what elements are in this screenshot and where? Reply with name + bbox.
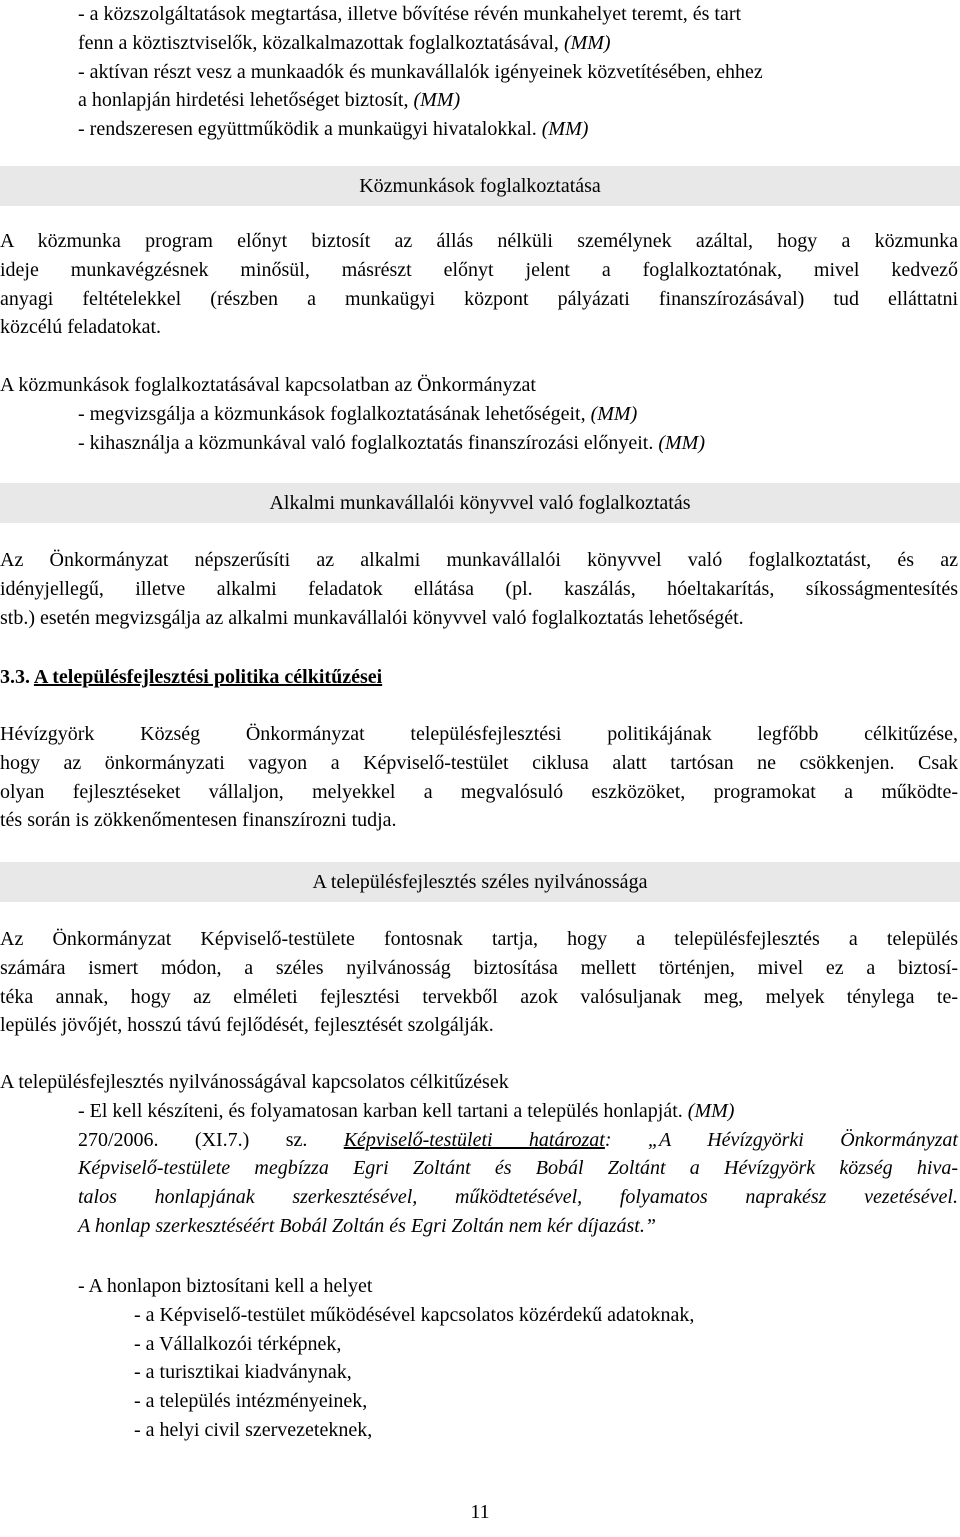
text-line: A honlap szerkesztéséért Bobál Zoltán és Egri Zoltán nem kér díjazást.”	[78, 1214, 656, 1237]
text-line: A közmunkások foglalkoztatásával kapcsolatban az Önkormányzat	[0, 374, 536, 396]
s3-paragraph	[0, 720, 958, 835]
s4-honlap-list	[0, 1272, 958, 1445]
intro-line: - a közszolgáltatások megtartása, illetve bővítése révén munkahelyet teremt, és tart	[78, 3, 742, 25]
text-line: közcélú feladatokat.	[0, 316, 162, 339]
intro-line: - rendszeresen együttműködik a munkaügyi hivatalokkal. (MM)	[78, 118, 589, 141]
resolution-quote	[0, 1126, 958, 1241]
text-line: anyagi feltételekkel (részben a munkaügyi központ pályázati finanszírozásával) tud elláttatni	[0, 287, 958, 310]
s2-paragraph	[0, 546, 958, 632]
intro-line: fenn a köztisztviselők, közalkalmazottak foglalkoztatásával, (MM)	[78, 31, 611, 54]
text-line: Hévízgyörk Község Önkormányzat településfejlesztési politikájának legfőbb célkitűzése,	[0, 723, 958, 745]
list-item: - a település intézményeinek,	[134, 1390, 368, 1413]
text-line: hogy az önkormányzati vagyon a Képviselő-testület ciklusa alatt tartósan ne csökkenjen. Csak	[0, 751, 958, 774]
list-item: - a helyi civil szervezeteknek,	[134, 1418, 373, 1441]
section-heading-nyilvanossag: A településfejlesztés széles nyilvánossága	[0, 862, 960, 902]
list-item: - a Vállalkozói térképnek,	[134, 1332, 342, 1355]
list-item: - kihasználja a közmunkával való foglalkoztatás finanszírozási előnyeit. (MM)	[78, 431, 705, 454]
text-line: 270/2006. (XI.7.) sz. Képviselő-testületi határozat: „A Hévízgyörki Önkormányzat	[78, 1128, 958, 1151]
text-line: lepülés jövőjét, hosszú távú fejlődését, fejlesztését szolgálják.	[0, 1014, 494, 1037]
text-line: számára ismert módon, a széles nyilvánosság biztosítása mellett történjen, mivel ez a biztosí-	[0, 956, 958, 979]
text-line: ideje munkavégzésnek minősül, másrészt előnyt jelent a foglalkoztatónak, mivel kedvező	[0, 258, 958, 281]
s1-paragraph	[0, 227, 958, 342]
intro-line: - aktívan részt vesz a munkaadók és munkavállalók igényeinek közvetítésében, ehhez	[78, 60, 763, 83]
page-number: 11	[470, 1501, 490, 1523]
s1-list	[0, 371, 958, 457]
text-line: Képviselő-testülete megbízza Egri Zoltánt és Bobál Zoltánt a Hévízgyörk község hiva-	[78, 1157, 958, 1180]
text-line: A közmunka program előnyt biztosít az állás nélküli személynek azáltal, hogy a közmunka	[0, 230, 958, 252]
list-item: - El kell készíteni, és folyamatosan karban kell tartani a település honlapját. (MM)	[78, 1099, 735, 1122]
s4-paragraph	[0, 925, 958, 1040]
section-number: 3.3.	[0, 666, 30, 688]
text-line: A településfejlesztés nyilvánosságával kapcsolatos célkitűzések	[0, 1071, 509, 1093]
section-title-3-3	[0, 663, 958, 692]
text-line: téka annak, hogy az elméleti fejlesztési tervekből azok valósuljanak meg, melyek ténylegа te-	[0, 985, 958, 1008]
list-item: - a turisztikai kiadványnak,	[134, 1361, 352, 1384]
list-item: - megvizsgálja a közmunkások foglalkoztatásának lehetőségeit, (MM)	[78, 402, 638, 425]
section-heading-kozmunkasok: Közmunkások foglalkoztatása	[0, 166, 960, 206]
text-line: Az Önkormányzat Képviselő-testülete fontosnak tartja, hogy a településfejlesztés a település	[0, 928, 958, 950]
s4-goals	[0, 1068, 958, 1241]
list-item: - A honlapon biztosítani kell a helyet	[78, 1275, 373, 1297]
text-line: Az Önkormányzat népszerűsíti az alkalmi munkavállalói könyvvel való foglalkoztatást, és az	[0, 549, 958, 571]
intro-line: a honlapján hirdetési lehetőséget biztosít, (MM)	[78, 89, 461, 112]
section-title: A településfejlesztési politika célkitűzései	[33, 666, 383, 688]
intro-block	[0, 0, 958, 144]
text-line: idényjellegű, illetve alkalmi feladatok ellátása (pl. kaszálás, hóeltakarítás, síkosságmentesítés	[0, 577, 958, 600]
text-line: stb.) esetén megvizsgálja az alkalmi munkavállalói könyvvel való foglalkoztatás lehetőségét.	[0, 606, 744, 629]
text-line: talos honlapjának szerkesztésével, működtetésével, folyamatos naprakész vezetésével.	[78, 1186, 958, 1209]
section-heading-alkalmi: Alkalmi munkavállalói könyvvel való foglalkoztatás	[0, 483, 960, 523]
list-item: - a Képviselő-testület működésével kapcsolatos közérdekű adatoknak,	[134, 1303, 695, 1326]
text-line: olyan fejlesztéseket vállaljon, melyekkel a megvalósuló eszközöket, programokat a működte-	[0, 780, 958, 803]
text-line: tés során is zökkenőmentesen finanszírozni tudja.	[0, 809, 397, 832]
